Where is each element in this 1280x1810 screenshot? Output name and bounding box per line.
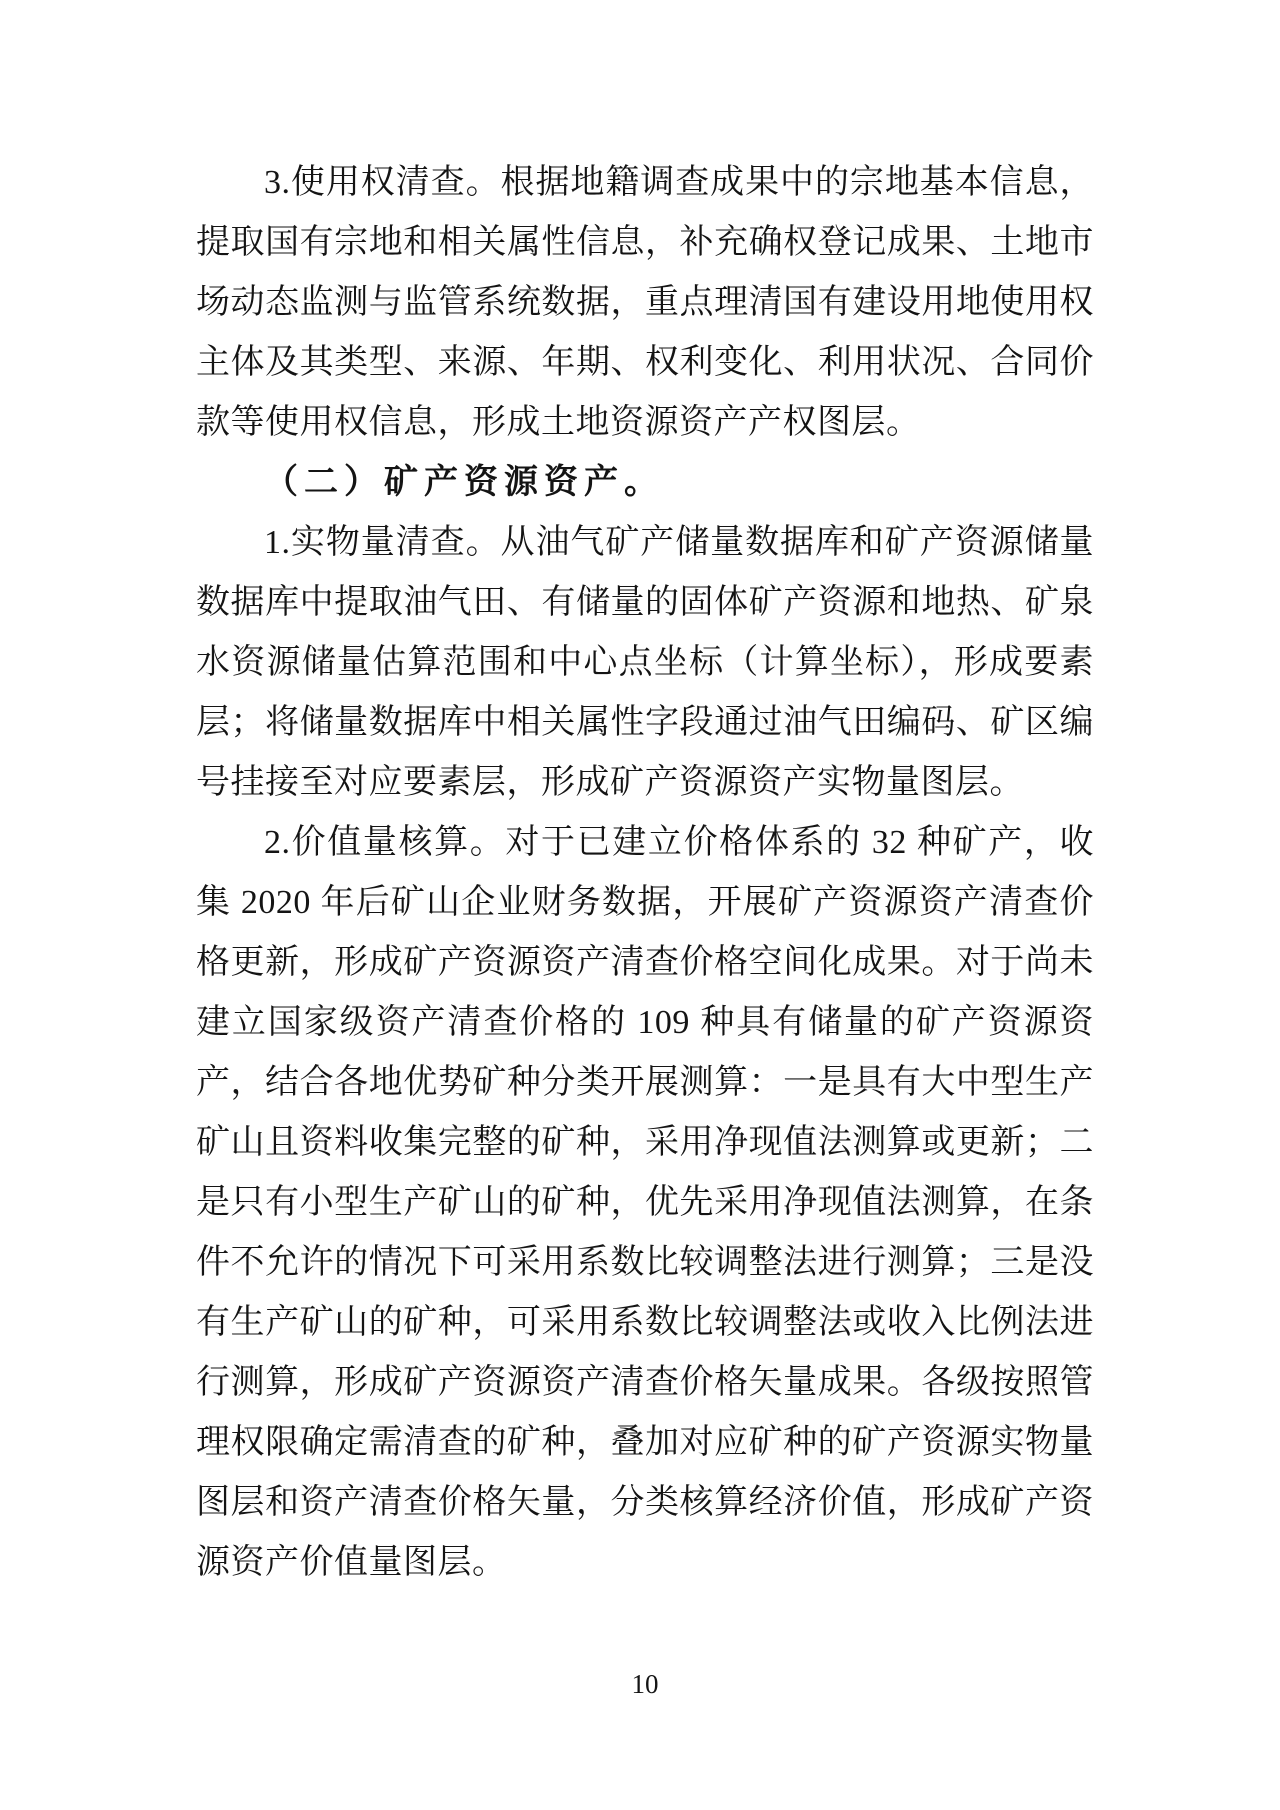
document-body (196, 153, 1094, 1593)
page-number: 10 (631, 1669, 659, 1699)
paragraph-value-quantity-accounting: 2.价值量核算。对于已建立价格体系的 32 种矿产，收集 2020 年后矿山企业财务数据，开展矿产资源资产清查价格更新，形成矿产资源资产清查价格空间化成果。对于尚未建立国家级资产清查价格的 109 种具有储量的矿产资源资产，结合各地优势矿种分类开展测算：一是具有大中型生产矿山且资料收集完整的矿种，采用净现值法测算或更新；二是只有小型生产矿山的矿种，优先采用净现值法测算，在条件不允许的情况下可采用系数比较调整法进行测算；三是没有生产矿山的矿种，可采用系数比较调整法或收入比例法进行测算，形成矿产资源资产清查价格矢量成果。各级按照管理权限确定需清查的矿种，叠加对应矿种的矿产资源实物量图层和资产清查价格矢量，分类核算经济价值，形成矿产资源资产价值量图层。 (196, 824, 1094, 1581)
paragraph-usage-rights-inventory: 3.使用权清查。根据地籍调查成果中的宗地基本信息，提取国有宗地和相关属性信息，补充确权登记成果、土地市场动态监测与监管系统数据，重点理清国有建设用地使用权主体及其类型、来源、年期、权利变化、利用状况、合同价款等使用权信息，形成土地资源资产产权图层。 (196, 164, 1094, 441)
paragraph-physical-quantity-inventory: 1.实物量清查。从油气矿产储量数据库和矿产资源储量数据库中提取油气田、有储量的固体矿产资源和地热、矿泉水资源储量估算范围和中心点坐标（计算坐标），形成要素层；将储量数据库中相关属性字段通过油气田编码、矿区编号挂接至对应要素层，形成矿产资源资产实物量图层。 (196, 524, 1094, 801)
section-heading-mineral-resource-assets: （二）矿产资源资产。 (264, 464, 664, 501)
